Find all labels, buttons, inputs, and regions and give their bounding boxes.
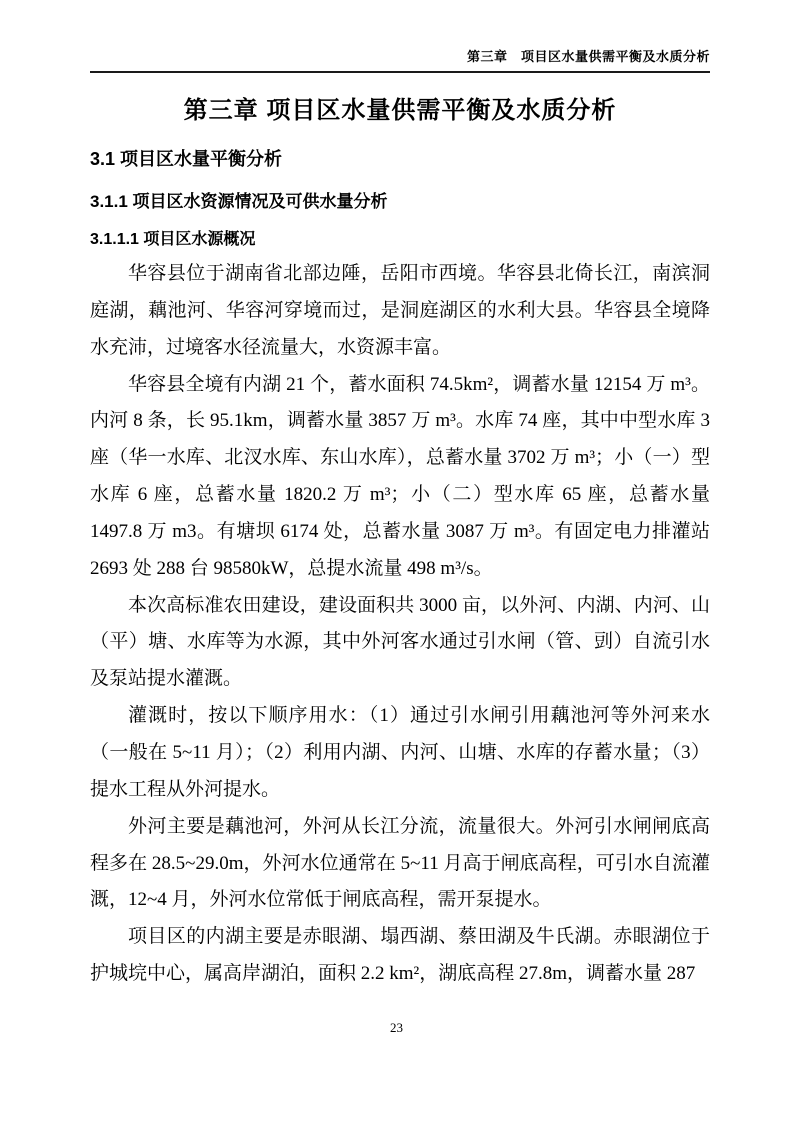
section-heading-3-1: 3.1 项目区水量平衡分析 (90, 149, 283, 169)
subsubsection-heading-3-1-1-1: 3.1.1.1 项目区水源概况 (90, 231, 256, 248)
body-paragraph-water-resources: 华容县全境有内湖 21 个，蓄水面积 74.5km²，调蓄水量 12154 万 m³。内河 8 条，长 95.1km，调蓄水量 3857 万 m³。水库 74 座，其中中型水库 3 座（华一水库、北汊水库、东山水库），总蓄水量 3702 万 m³；小（一）型水库 6 座，总蓄水量 1820.2 万 m³；小（二）型水库 65 座，总蓄水量 1497.8 万 m3。有塘坝 6174 处，总蓄水量 3087 万 m³。有固定电力排灌站 2693 处 288 台 98580kW，总提水流量 498 m³/s。 (90, 373, 710, 579)
body-paragraph-inner-lakes: 项目区的内湖主要是赤眼湖、塌西湖、蔡田湖及牛氏湖。赤眼湖位于护城垸中心，属高岸湖泊，面积 2.2 km²，湖底高程 27.8m，调蓄水量 287 (90, 926, 710, 985)
running-header: 第三章 项目区水量供需平衡及水质分析 (466, 49, 710, 64)
header-rule (90, 71, 710, 73)
body-paragraph-overview: 华容县位于湖南省北部边陲，岳阳市西境。华容县北倚长江，南滨洞庭湖，藕池河、华容河穿境而过，是洞庭湖区的水利大县。华容县全境降水充沛，过境客水径流量大，水资源丰富。 (90, 263, 710, 358)
body-paragraph-outer-river: 外河主要是藕池河，外河从长江分流，流量很大。外河引水闸闸底高程多在 28.5~29.0m，外河水位通常在 5~11 月高于闸底高程，可引水自流灌溉，12~4 月，外河水位常低于闸底高程，需开泵提水。 (90, 815, 710, 911)
chapter-title: 第三章 项目区水量供需平衡及水质分析 (183, 97, 617, 124)
subsection-heading-3-1-1: 3.1.1 项目区水资源情况及可供水量分析 (90, 192, 388, 211)
body-paragraph-irrigation-order: 灌溉时，按以下顺序用水：（1）通过引水闸引用藕池河等外河来水（一般在 5~11 月）；（2）利用内湖、内河、山塘、水库的存蓄水量；（3）提水工程从外河提水。 (90, 705, 710, 800)
body-paragraph-project-sources: 本次高标准农田建设，建设面积共 3000 亩，以外河、内湖、内河、山（平）塘、水库等为水源，其中外河客水通过引水闸（管、剅）自流引水及泵站提水灌溉。 (90, 594, 710, 690)
page-number: 23 (390, 1020, 403, 1035)
